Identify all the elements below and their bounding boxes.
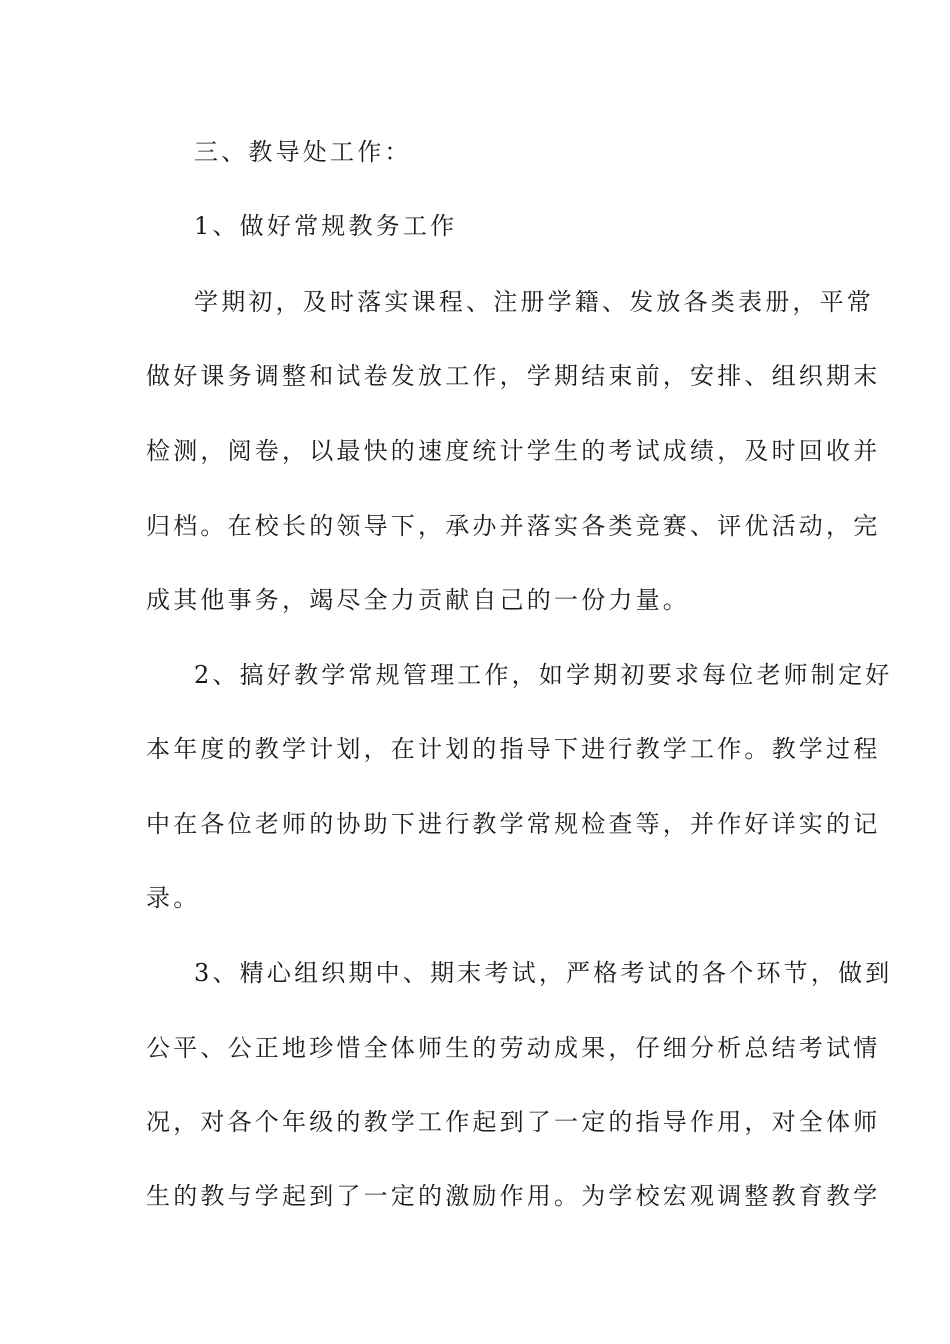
paragraph-line: 中在各位老师的协助下进行教学常规检查等，并作好详实的记: [146, 810, 881, 838]
paragraph-line: 录。: [146, 884, 201, 912]
paragraph-line: 2、搞好教学常规管理工作，如学期初要求每位老师制定好: [194, 661, 893, 689]
subheading-item-1: 1、做好常规教务工作: [194, 212, 458, 240]
paragraph-line: 3、精心组织期中、期末考试，严格考试的各个环节，做到: [194, 959, 893, 987]
paragraph-line: 做好课务调整和试卷发放工作，学期结束前，安排、组织期末: [146, 362, 881, 390]
paragraph-line: 检测，阅卷，以最快的速度统计学生的考试成绩，及时回收并: [146, 437, 881, 465]
paragraph-line: 况，对各个年级的教学工作起到了一定的指导作用，对全体师: [146, 1108, 881, 1136]
section-heading: 三、教导处工作：: [194, 138, 412, 166]
paragraph-line: 归档。在校长的领导下，承办并落实各类竞赛、评优活动，完: [146, 512, 881, 540]
paragraph-line: 成其他事务，竭尽全力贡献自己的一份力量。: [146, 586, 690, 614]
paragraph-line: 生的教与学起到了一定的激励作用。为学校宏观调整教育教学: [146, 1182, 881, 1210]
paragraph-line: 本年度的教学计划，在计划的指导下进行教学工作。教学过程: [146, 735, 881, 763]
paragraph-line: 学期初，及时落实课程、注册学籍、发放各类表册，平常: [194, 288, 874, 316]
paragraph-line: 公平、公正地珍惜全体师生的劳动成果，仔细分析总结考试情: [146, 1034, 881, 1062]
